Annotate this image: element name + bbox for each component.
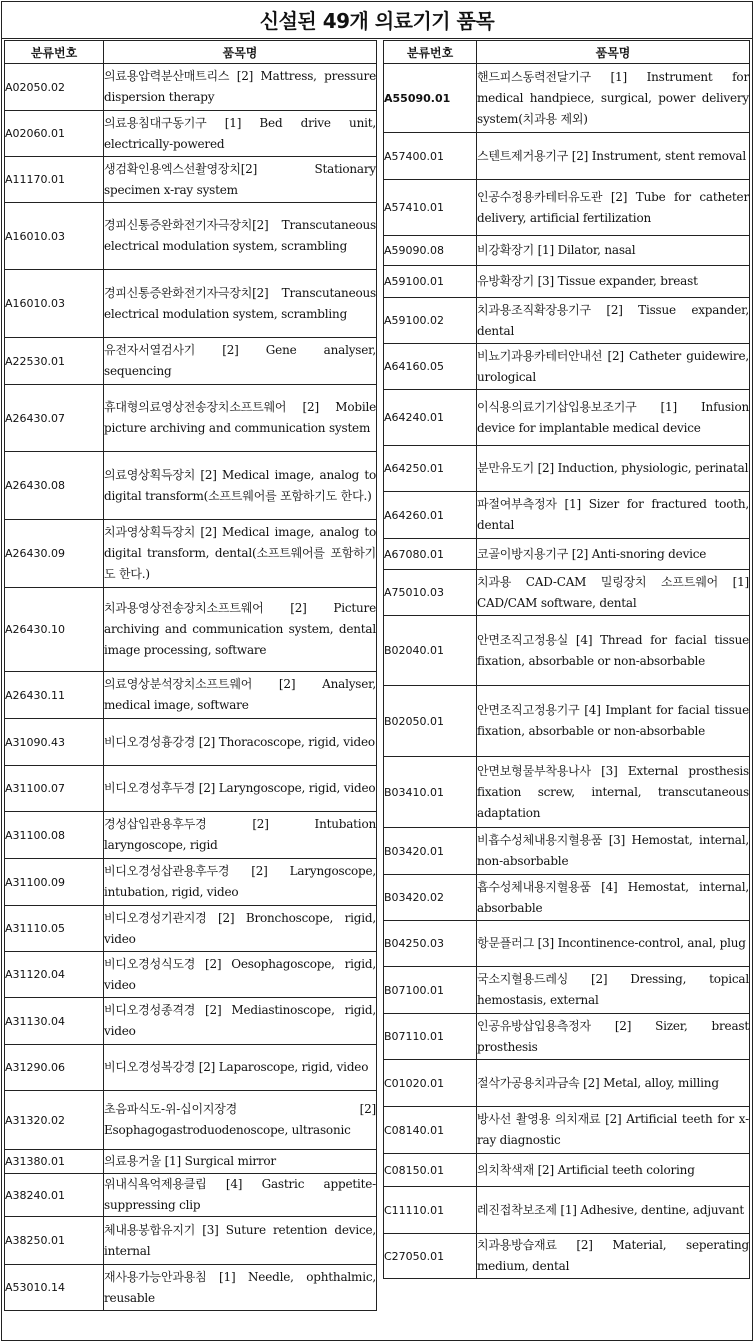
item-name: 국소지혈용드레싱 [2] Dressing, topical hemostasis, external bbox=[477, 967, 750, 1014]
item-name: 의료용침대구동기구 [1] Bed drive unit, electrically-powered bbox=[104, 111, 377, 157]
left-table-row bbox=[5, 952, 377, 998]
classification-code: A31320.02 bbox=[5, 1091, 104, 1150]
classification-code: A59090.08 bbox=[384, 236, 477, 266]
classification-code: A31130.04 bbox=[5, 998, 104, 1045]
item-name: 비뇨기과용카테터안내선 [2] Catheter guidewire, urological bbox=[477, 344, 750, 390]
item-name: 비디오경성복강경 [2] Laparoscope, rigid, video bbox=[104, 1045, 377, 1091]
left-table-row bbox=[5, 998, 377, 1045]
classification-code: A31290.06 bbox=[5, 1045, 104, 1091]
item-name: 치과용 CAD-CAM 밀링장치 소프트웨어 [1] CAD/CAM software, dental bbox=[477, 570, 750, 616]
item-name: 흡수성체내용지혈용품 [4] Hemostat, internal, absorbable bbox=[477, 875, 750, 921]
left-header-code: 분류번호 bbox=[5, 41, 104, 64]
item-name: 경피신통증완화전기자극장치[2] Transcutaneous electrical modulation system, scrambling bbox=[104, 203, 377, 270]
item-name: 의료영상분석장치소프트웨어 [2] Analyser, medical image, software bbox=[104, 672, 377, 719]
right-header-name: 품목명 bbox=[477, 41, 750, 64]
item-name: 치과용영상전송장치소프트웨어 [2] Picture archiving and communication system, dental image processing, software bbox=[104, 588, 377, 672]
left-table-row bbox=[5, 672, 377, 719]
classification-code: A31100.09 bbox=[5, 859, 104, 906]
left-table-row bbox=[5, 1150, 377, 1174]
item-name: 코골이방지용기구 [2] Anti-snoring device bbox=[477, 539, 750, 570]
item-name: 비강확장기 [1] Dilator, nasal bbox=[477, 236, 750, 266]
classification-code: A53010.14 bbox=[5, 1265, 104, 1311]
classification-code: A31380.01 bbox=[5, 1150, 104, 1174]
item-name: 비디오경성기관지경 [2] Bronchoscope, rigid, video bbox=[104, 906, 377, 952]
item-name: 의치착색재 [2] Artificial teeth coloring bbox=[477, 1154, 750, 1187]
left-table-row bbox=[5, 111, 377, 157]
right-table-row bbox=[384, 539, 750, 570]
left-table-row bbox=[5, 719, 377, 766]
classification-code: A64160.05 bbox=[384, 344, 477, 390]
classification-code: A31090.43 bbox=[5, 719, 104, 766]
right-table-row bbox=[384, 875, 750, 921]
item-name: 유전자서열검사기 [2] Gene analyser, sequencing bbox=[104, 338, 377, 385]
left-table-row bbox=[5, 64, 377, 111]
item-name: 위내식욕억제용클립 [4] Gastric appetite-suppressing clip bbox=[104, 1174, 377, 1217]
classification-code: A02050.02 bbox=[5, 64, 104, 111]
classification-code: C01020.01 bbox=[384, 1060, 477, 1107]
right-table-row bbox=[384, 967, 750, 1014]
classification-code: A26430.07 bbox=[5, 385, 104, 452]
classification-code: A31100.08 bbox=[5, 812, 104, 859]
item-name: 레진접착보조제 [1] Adhesive, dentine, adjuvant bbox=[477, 1187, 750, 1234]
classification-code: C08150.01 bbox=[384, 1154, 477, 1187]
classification-code: C11110.01 bbox=[384, 1187, 477, 1234]
item-name: 생검확인용엑스선촬영장치[2] Stationary specimen x-ray system bbox=[104, 157, 377, 203]
classification-code: A16010.03 bbox=[5, 270, 104, 338]
item-name: 인공유방삽입용측정자 [2] Sizer, breast prosthesis bbox=[477, 1014, 750, 1060]
right-table-row bbox=[384, 570, 750, 616]
item-name: 치과용방습재료 [2] Material, seperating medium, dental bbox=[477, 1234, 750, 1279]
classification-code: A59100.02 bbox=[384, 298, 477, 344]
item-name: 치과영상획득장치 [2] Medical image, analog to digital transform, dental(소프트웨어를 포함하기도 한다.) bbox=[104, 520, 377, 588]
left-header-name: 품목명 bbox=[104, 41, 377, 64]
item-name: 체내용봉합유지기 [3] Suture retention device, internal bbox=[104, 1217, 377, 1265]
classification-code: A67080.01 bbox=[384, 539, 477, 570]
right-table-row bbox=[384, 180, 750, 236]
classification-code: C08140.01 bbox=[384, 1107, 477, 1154]
item-name: 항문플러그 [3] Incontinence-control, anal, plug bbox=[477, 921, 750, 967]
item-name: 핸드피스동력전달기구 [1] Instrument for medical handpiece, surgical, power delivery system(치과용 제외) bbox=[477, 64, 750, 133]
left-table-row bbox=[5, 1045, 377, 1091]
right-table-row bbox=[384, 236, 750, 266]
classification-code: A38240.01 bbox=[5, 1174, 104, 1217]
classification-code: A26430.08 bbox=[5, 452, 104, 520]
left-table-row bbox=[5, 520, 377, 588]
right-table-row bbox=[384, 390, 750, 446]
left-table-row bbox=[5, 812, 377, 859]
item-name: 경성삽입관용후두경 [2] Intubation laryngoscope, rigid bbox=[104, 812, 377, 859]
title-divider bbox=[1, 38, 753, 39]
right-table-row bbox=[384, 1107, 750, 1154]
left-table-row bbox=[5, 1217, 377, 1265]
item-name: 의료용거울 [1] Surgical mirror bbox=[104, 1150, 377, 1174]
right-table-row bbox=[384, 298, 750, 344]
classification-code: A16010.03 bbox=[5, 203, 104, 270]
classification-code: B02040.01 bbox=[384, 616, 477, 686]
item-name: 비흡수성체내용지혈용품 [3] Hemostat, internal, non-absorbable bbox=[477, 828, 750, 875]
right-table-row bbox=[384, 1187, 750, 1234]
item-name: 초음파식도-위-십이지장경 [2] Esophagogastroduodenoscope, ultrasonic bbox=[104, 1091, 377, 1150]
item-name: 안면조직고정용기구 [4] Implant for facial tissue fixation, absorbable or non-absorbable bbox=[477, 686, 750, 757]
left-table-row bbox=[5, 859, 377, 906]
classification-code: A26430.11 bbox=[5, 672, 104, 719]
right-table-row bbox=[384, 921, 750, 967]
classification-code: A22530.01 bbox=[5, 338, 104, 385]
left-header-row bbox=[5, 41, 377, 64]
right-table-row bbox=[384, 133, 750, 180]
right-table-row bbox=[384, 616, 750, 686]
classification-code: A31120.04 bbox=[5, 952, 104, 998]
classification-code: B07110.01 bbox=[384, 1014, 477, 1060]
left-table-row bbox=[5, 452, 377, 520]
item-name: 치과용조직확장용기구 [2] Tissue expander, dental bbox=[477, 298, 750, 344]
left-device-table bbox=[4, 40, 377, 1311]
classification-code: B03420.02 bbox=[384, 875, 477, 921]
item-name: 유방확장기 [3] Tissue expander, breast bbox=[477, 266, 750, 298]
item-name: 이식용의료기기삽입용보조기구 [1] Infusion device for implantable medical device bbox=[477, 390, 750, 446]
item-name: 절삭가공용치과금속 [2] Metal, alloy, milling bbox=[477, 1060, 750, 1107]
classification-code: A57410.01 bbox=[384, 180, 477, 236]
right-table-row bbox=[384, 492, 750, 539]
classification-code: A02060.01 bbox=[5, 111, 104, 157]
left-table-row bbox=[5, 1174, 377, 1217]
item-name: 인공수정용카테터유도관 [2] Tube for catheter delivery, artificial fertilization bbox=[477, 180, 750, 236]
item-name: 의료용압력분산매트리스 [2] Mattress, pressure dispersion therapy bbox=[104, 64, 377, 111]
right-table-row bbox=[384, 344, 750, 390]
item-name: 안면조직고정용실 [4] Thread for facial tissue fixation, absorbable or non-absorbable bbox=[477, 616, 750, 686]
left-table-row bbox=[5, 1265, 377, 1311]
item-name: 방사선 촬영용 의치재료 [2] Artificial teeth for x-ray diagnostic bbox=[477, 1107, 750, 1154]
classification-code: A59100.01 bbox=[384, 266, 477, 298]
item-name: 비디오경성후두경 [2] Laryngoscope, rigid, video bbox=[104, 766, 377, 812]
classification-code: A31110.05 bbox=[5, 906, 104, 952]
classification-code: A38250.01 bbox=[5, 1217, 104, 1265]
right-table-row bbox=[384, 757, 750, 828]
classification-code: A64250.01 bbox=[384, 446, 477, 492]
right-table-row bbox=[384, 1060, 750, 1107]
classification-code: B07100.01 bbox=[384, 967, 477, 1014]
item-name: 비디오경성삽관용후두경 [2] Laryngoscope, intubation, rigid, video bbox=[104, 859, 377, 906]
classification-code: A57400.01 bbox=[384, 133, 477, 180]
left-table-row bbox=[5, 270, 377, 338]
item-name: 스텐트제거용기구 [2] Instrument, stent removal bbox=[477, 133, 750, 180]
classification-code: A55090.01 bbox=[384, 64, 477, 133]
item-name: 경피신통증완화전기자극장치[2] Transcutaneous electrical modulation system, scrambling bbox=[104, 270, 377, 338]
right-header-row bbox=[384, 41, 750, 64]
right-table-row bbox=[384, 1014, 750, 1060]
classification-code: A64260.01 bbox=[384, 492, 477, 539]
classification-code: B04250.03 bbox=[384, 921, 477, 967]
right-table-row bbox=[384, 64, 750, 133]
right-table-row bbox=[384, 1154, 750, 1187]
left-table-row bbox=[5, 906, 377, 952]
left-table-row bbox=[5, 385, 377, 452]
right-table-row bbox=[384, 686, 750, 757]
classification-code: A75010.03 bbox=[384, 570, 477, 616]
classification-code: C27050.01 bbox=[384, 1234, 477, 1279]
classification-code: A64240.01 bbox=[384, 390, 477, 446]
item-name: 휴대형의료영상전송장치소프트웨어 [2] Mobile picture archiving and communication system bbox=[104, 385, 377, 452]
left-table-row bbox=[5, 766, 377, 812]
left-table-row bbox=[5, 157, 377, 203]
item-name: 안면보형물부착용나사 [3] External prosthesis fixation screw, internal, transcutaneous adaptation bbox=[477, 757, 750, 828]
right-table-row bbox=[384, 446, 750, 492]
item-name: 의료영상획득장치 [2] Medical image, analog to digital transform(소프트웨어를 포함하기도 한다.) bbox=[104, 452, 377, 520]
item-name: 비디오경성종격경 [2] Mediastinoscope, rigid, video bbox=[104, 998, 377, 1045]
classification-code: A31100.07 bbox=[5, 766, 104, 812]
right-table-row bbox=[384, 1234, 750, 1279]
left-table-row bbox=[5, 338, 377, 385]
left-table-row bbox=[5, 1091, 377, 1150]
item-name: 비디오경성식도경 [2] Oesophagoscope, rigid, video bbox=[104, 952, 377, 998]
right-header-code: 분류번호 bbox=[384, 41, 477, 64]
item-name: 파절여부측정자 [1] Sizer for fractured tooth, dental bbox=[477, 492, 750, 539]
classification-code: A26430.10 bbox=[5, 588, 104, 672]
item-name: 분만유도기 [2] Induction, physiologic, perinatal bbox=[477, 446, 750, 492]
classification-code: B02050.01 bbox=[384, 686, 477, 757]
left-table-row bbox=[5, 588, 377, 672]
classification-code: B03410.01 bbox=[384, 757, 477, 828]
item-name: 비디오경성흉강경 [2] Thoracoscope, rigid, video bbox=[104, 719, 377, 766]
right-table-row bbox=[384, 266, 750, 298]
right-table-row bbox=[384, 828, 750, 875]
page-title: 신설된 49개 의료기기 품목 bbox=[259, 9, 495, 33]
classification-code: B03420.01 bbox=[384, 828, 477, 875]
classification-code: A11170.01 bbox=[5, 157, 104, 203]
left-table-row bbox=[5, 203, 377, 270]
item-name: 재사용가능안과용침 [1] Needle, ophthalmic, reusable bbox=[104, 1265, 377, 1311]
classification-code: A26430.09 bbox=[5, 520, 104, 588]
right-device-table bbox=[383, 40, 750, 1279]
